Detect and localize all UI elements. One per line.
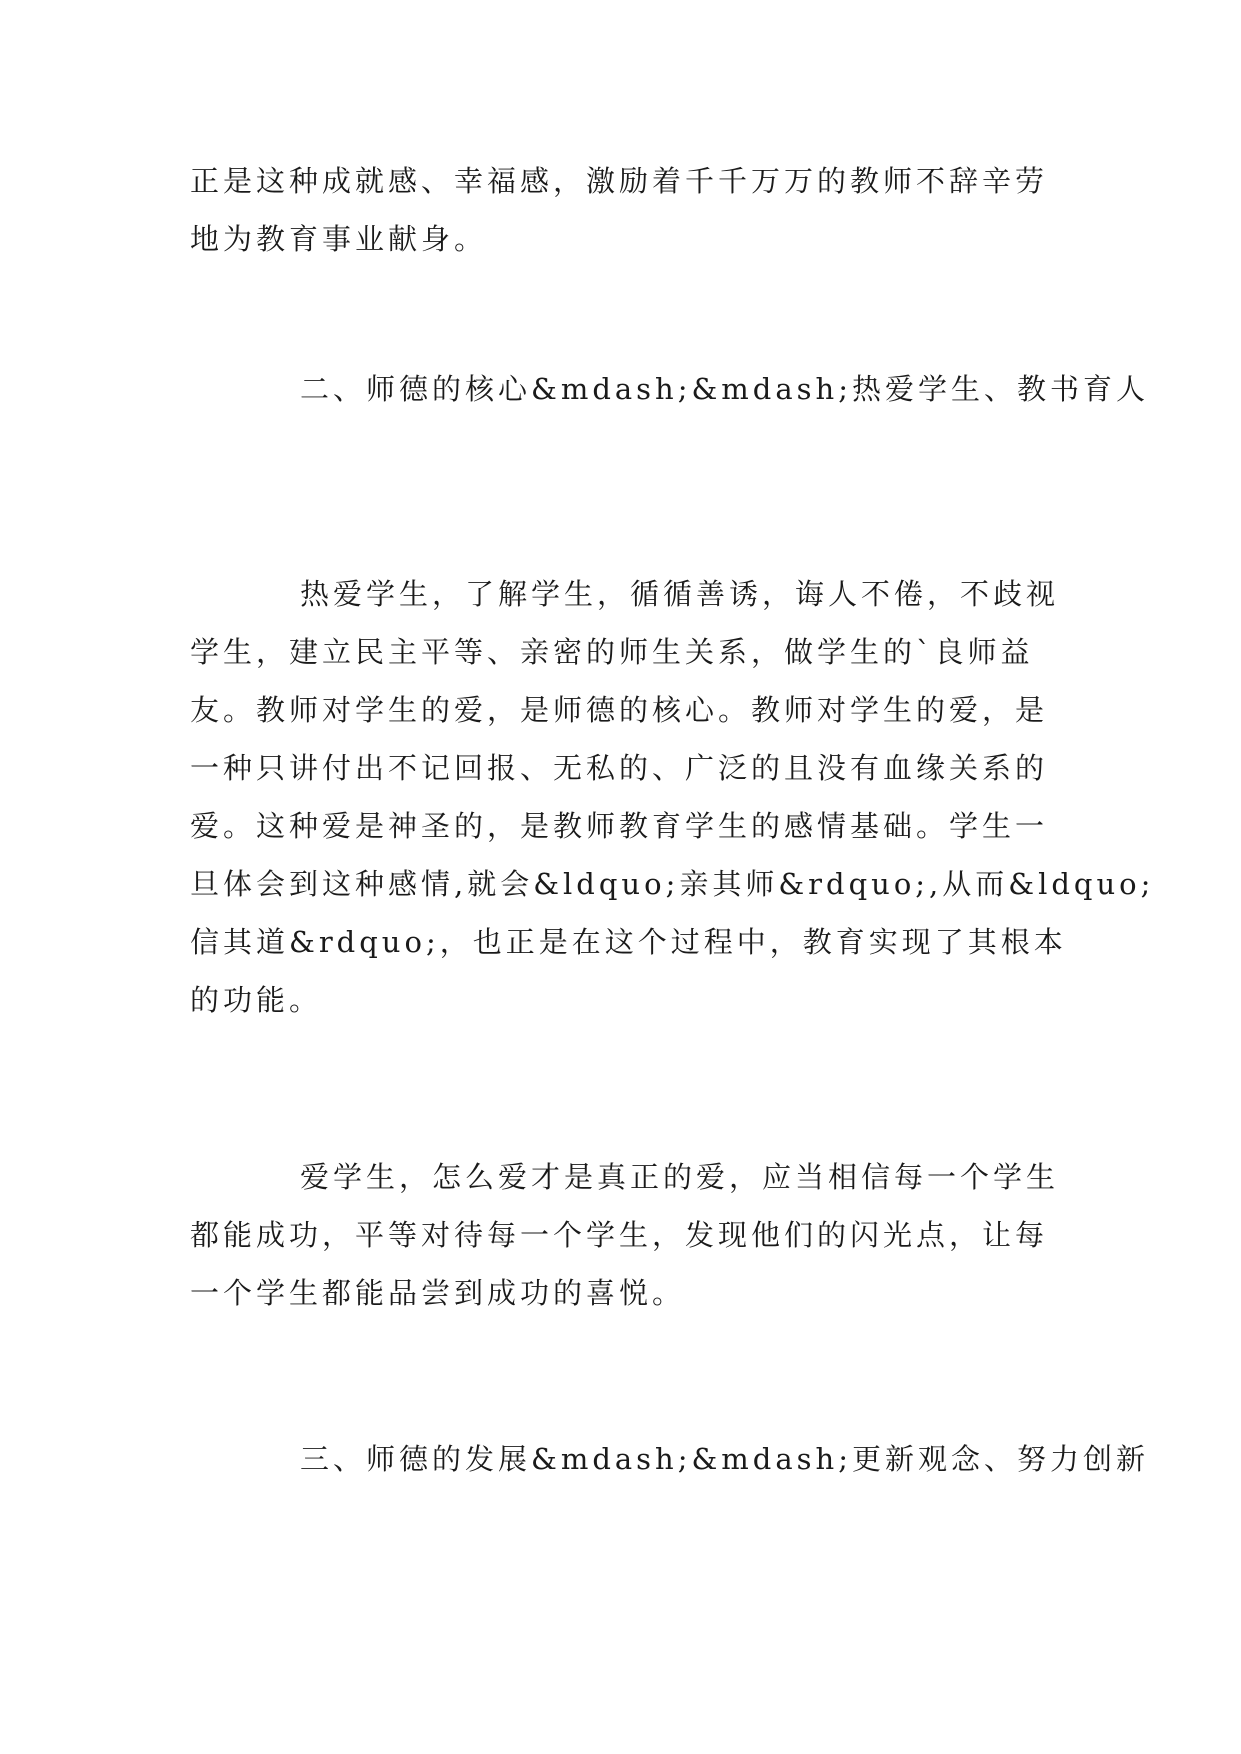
text-line: 友。教师对学生的爱，是师德的核心。教师对学生的爱，是 xyxy=(190,693,1049,727)
paragraph-love-students xyxy=(190,565,1155,1029)
text-line: 地为教育事业献身。 xyxy=(190,222,488,256)
text-line: 都能成功，平等对待每一个学生，发现他们的闪光点，让每 xyxy=(190,1218,1049,1252)
text-line: 信其道&rdquo;，也正是在这个过程中，教育实现了其根本 xyxy=(190,925,1067,959)
text-line: 爱。这种爱是神圣的，是教师教育学生的感情基础。学生一 xyxy=(190,809,1049,843)
text-line: 爱学生，怎么爱才是真正的爱，应当相信每一个学生 xyxy=(300,1160,1060,1194)
text-line: 的功能。 xyxy=(190,983,323,1017)
section-heading-three xyxy=(190,1430,1149,1488)
text-line: 旦体会到这种感情,就会&ldquo;亲其师&rdquo;,从而&ldquo; xyxy=(190,867,1155,901)
text-line: 学生，建立民主平等、亲密的师生关系，做学生的`良师益 xyxy=(190,635,1034,669)
text-line: 三、师德的发展&mdash;&mdash;更新观念、努力创新 xyxy=(300,1442,1149,1476)
paragraph-dedication xyxy=(190,152,1050,268)
paragraph-true-love xyxy=(190,1148,1060,1322)
section-heading-two xyxy=(190,360,1149,418)
text-line: 一种只讲付出不记回报、无私的、广泛的且没有血缘关系的 xyxy=(190,751,1049,785)
text-line: 一个学生都能品尝到成功的喜悦。 xyxy=(190,1276,686,1310)
text-line: 正是这种成就感、幸福感，激励着千千万万的教师不辞辛劳 xyxy=(190,164,1049,198)
text-line: 二、师德的核心&mdash;&mdash;热爱学生、教书育人 xyxy=(300,372,1149,406)
text-line: 热爱学生，了解学生，循循善诱，诲人不倦，不歧视 xyxy=(300,577,1060,611)
